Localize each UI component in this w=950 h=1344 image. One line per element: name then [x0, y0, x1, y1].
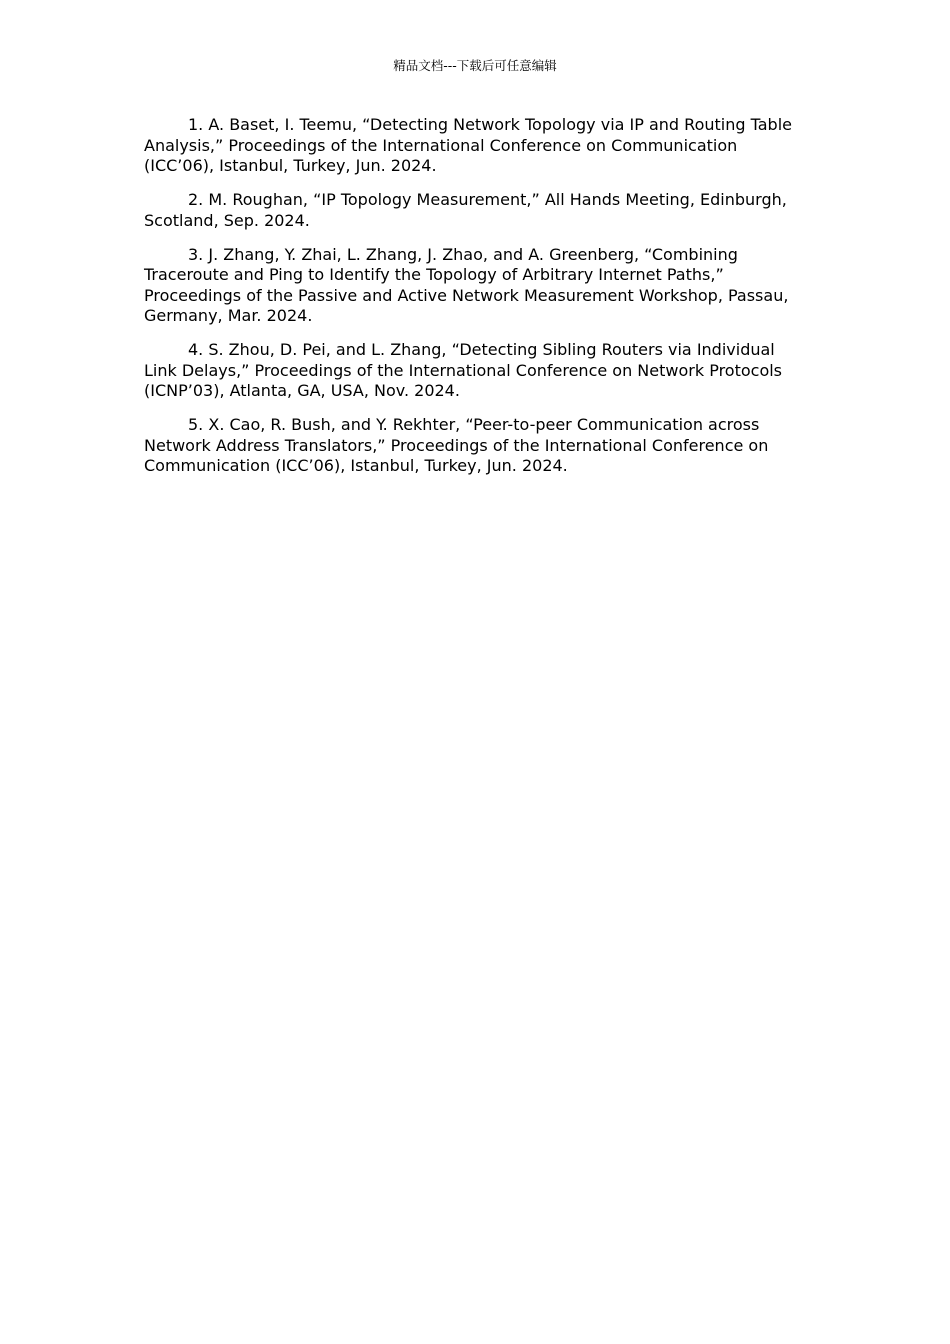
reference-item: 4. S. Zhou, D. Pei, and L. Zhang, “Detecting Sibling Routers via Individual Link Delays,” Proceedings of the International Conference on Network Protocols (ICNP’03), Atlanta, GA, USA, Nov. 2024.	[144, 340, 783, 400]
reference-item: 1. A. Baset, I. Teemu, “Detecting Network Topology via IP and Routing Table Analysis,” Proceedings of the International Conference on Communication (ICC’06), Istanbul, Turkey, Jun. 2024.	[144, 115, 792, 175]
reference-item: 2. M. Roughan, “IP Topology Measurement,” All Hands Meeting, Edinburgh, Scotland, Sep. 2024.	[144, 190, 787, 230]
reference-list	[144, 115, 809, 490]
reference-item: 5. X. Cao, R. Bush, and Y. Rekhter, “Peer-to-peer Communication across Network Address Translators,” Proceedings of the International Conference on Communication (ICC’06), Istanbul, Turkey, Jun. 2024.	[144, 415, 769, 475]
reference-item: 3. J. Zhang, Y. Zhai, L. Zhang, J. Zhao, and A. Greenberg, “Combining Traceroute and Ping to Identify the Topology of Arbitrary Internet Paths,” Proceedings of the Passive and Active Network Measurement Workshop, Passau, Germany, Mar. 2024.	[144, 244, 789, 325]
page-header: 精品文档---下载后可任意编辑	[393, 58, 557, 73]
